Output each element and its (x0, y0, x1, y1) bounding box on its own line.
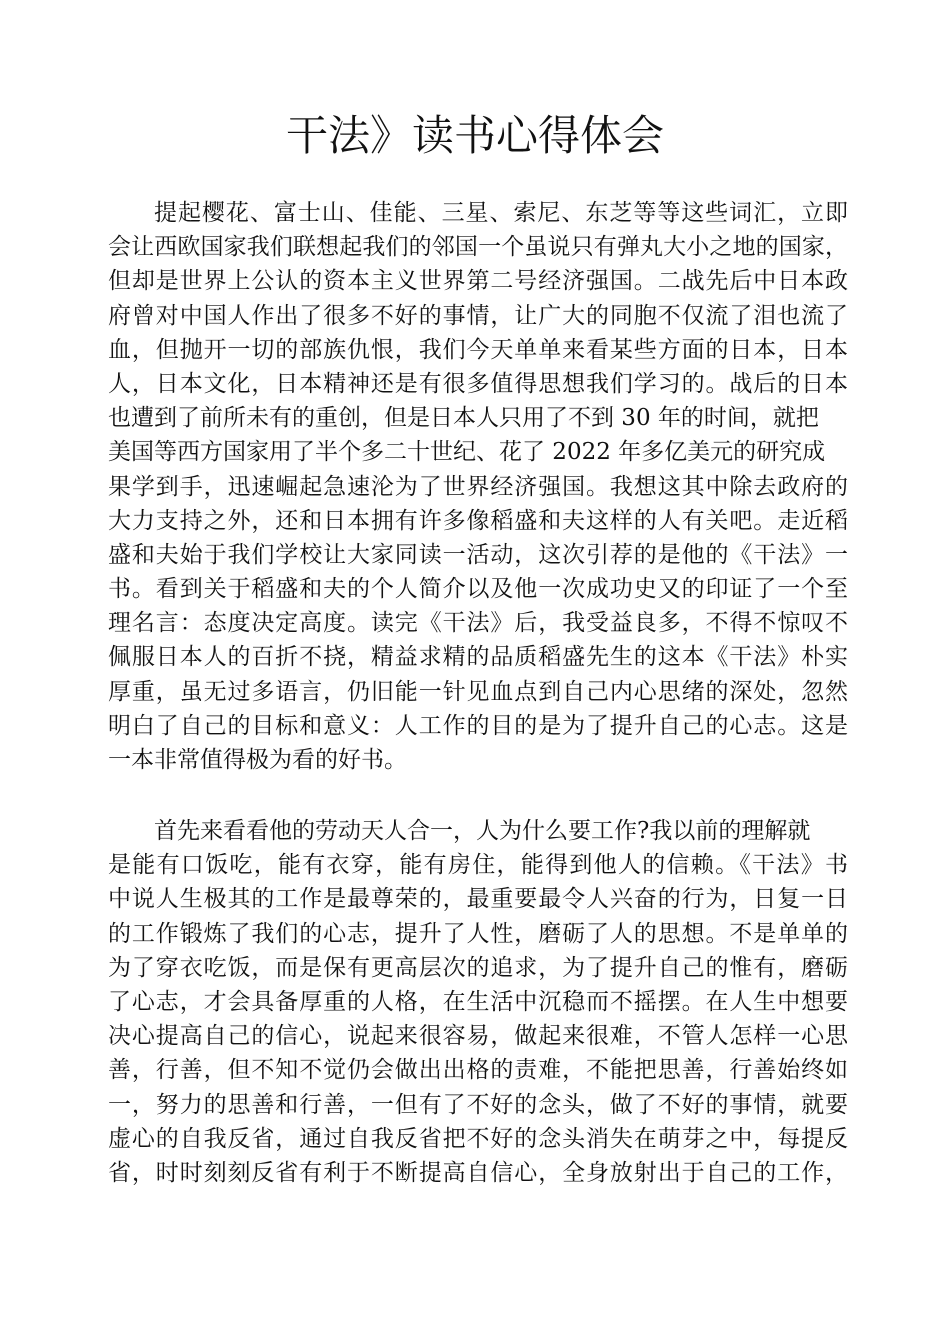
text-line: 决心提高自己的信心，说起来很容易，做起来很难，不管人怎样一心思 (108, 1023, 848, 1050)
text-line: 是能有口饭吃，能有衣穿，能有房住，能得到他人的信赖。《干法》书 (108, 852, 848, 879)
text-line: 了心志，才会具备厚重的人格，在生活中沉稳而不摇摆。在人生中想要 (108, 988, 848, 1015)
text-line: 厚重，虽无过多语言，仍旧能一针见血点到自己内心思绪的深处，忽然 (108, 678, 848, 705)
text-line: 大力支持之外，还和日本拥有许多像稻盛和夫这样的人有关吧。走近稻 (108, 507, 848, 534)
text-line: 提起樱花、富士山、佳能、三星、索尼、东芝等等这些词汇，立即 (154, 200, 848, 226)
text-line: 省，时时刻刻反省有利于不断提高自信心，全身放射出于自己的工作， (108, 1159, 848, 1186)
text-line: 但却是世界上公认的资本主义世界第二号经济强国。二战先后中日本政 (108, 268, 848, 295)
text-line: 明白了自己的目标和意义：人工作的目的是为了提升自己的心志。这是 (108, 712, 848, 739)
text-line: 佩服日本人的百折不挠，精益求精的品质稻盛先生的这本《干法》朴实 (108, 644, 848, 671)
paragraph-1 (108, 196, 848, 777)
text-line: 人，日本文化，日本精神还是有很多值得思想我们学习的。战后的日本 (108, 370, 848, 397)
paragraph-2 (108, 814, 848, 1190)
text-line: 美国等西方国家用了半个多二十世纪、花了 2022 年多亿美元的研究成 (108, 439, 826, 466)
text-line: 善，行善，但不知不觉仍会做出出格的责难，不能把思善，行善始终如 (108, 1057, 848, 1084)
text-line: 一，努力的思善和行善，一但有了不好的念头，做了不好的事情，就要 (108, 1091, 848, 1118)
text-line: 理名言：态度决定高度。读完《干法》后，我受益良多，不得不惊叹不 (108, 610, 848, 637)
text-line: 中说人生极其的工作是最尊荣的，最重要最令人兴奋的行为，日复一日 (108, 886, 848, 913)
text-line: 会让西欧国家我们联想起我们的邻国一个虽说只有弹丸大小之地的国家， (108, 234, 848, 261)
text-line: 盛和夫始于我们学校让大家同读一活动，这次引荐的是他的《干法》一 (108, 541, 848, 568)
text-line: 一本非常值得极为看的好书。 (108, 747, 407, 773)
text-line: 也遭到了前所未有的重创，但是日本人只用了不到 30 年的时间，就把 (108, 405, 819, 432)
text-line: 书。看到关于稻盛和夫的个人简介以及他一次成功史又的印证了一个至 (108, 576, 848, 603)
text-line: 的工作锻炼了我们的心志，提升了人性，磨砺了人的思想。不是单单的 (108, 920, 848, 947)
text-line: 果学到手，迅速崛起急速沦为了世界经济强国。我想这其中除去政府的 (108, 473, 848, 500)
text-line: 府曾对中国人作出了很多不好的事情，让广大的同胞不仅流了泪也流了 (108, 302, 848, 329)
text-line: 首先来看看他的劳动天人合一，人为什么要工作?我以前的理解就 (154, 818, 811, 844)
text-line: 为了穿衣吃饭，而是保有更高层次的追求，为了提升自己的惟有，磨砺 (108, 954, 848, 981)
text-line: 虚心的自我反省，通过自我反省把不好的念头消失在萌芽之中，每提反 (108, 1125, 848, 1152)
text-line: 血，但抛开一切的部族仇恨，我们今天单单来看某些方面的日本，日本 (108, 336, 848, 363)
document-title: 干法》读书心得体会 (285, 111, 664, 160)
